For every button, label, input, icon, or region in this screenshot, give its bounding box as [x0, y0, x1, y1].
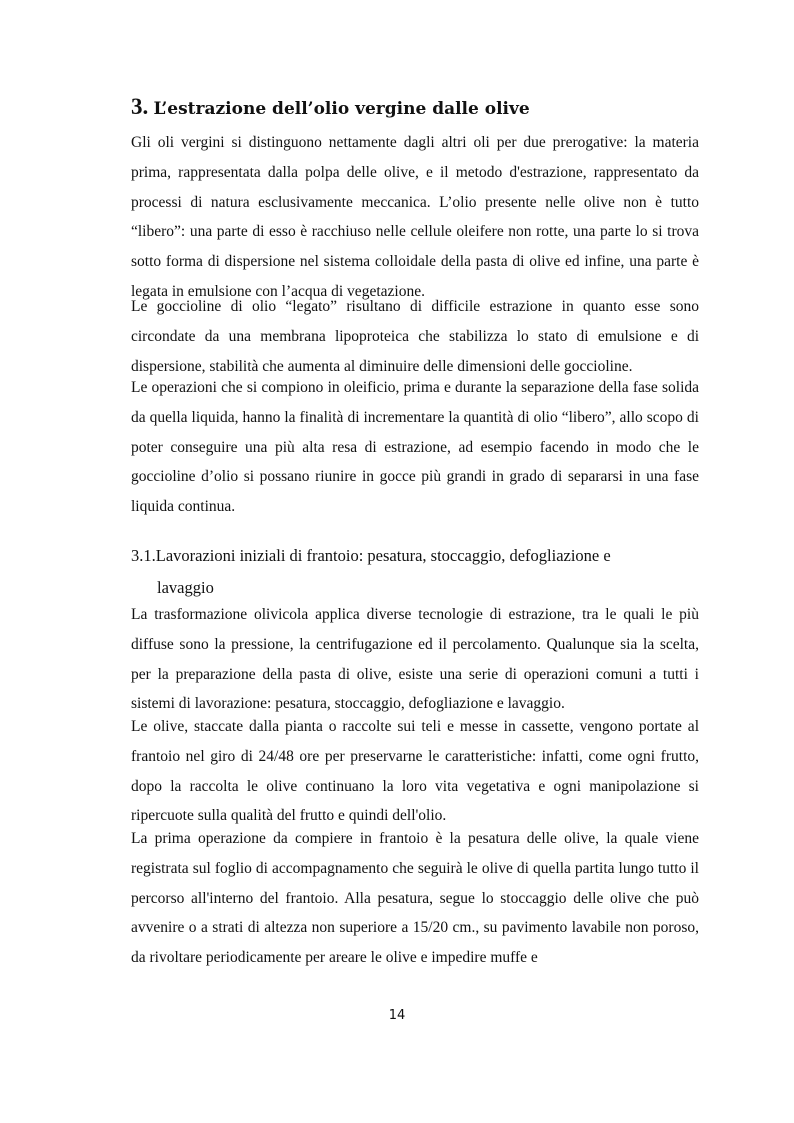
subsection-heading: [131, 540, 691, 604]
page-number: 14: [388, 1008, 406, 1023]
section-heading: [131, 92, 701, 124]
paragraph-4: La trasformazione olivicola applica diverse tecnologie di estrazione, tra le quali le più diffuse sono la pressione, la centrifugazione ed il percolamento. Qualunque sia la scelta, per la preparazione della pasta di olive, esiste una serie di operazioni comuni a tutti i sistemi di lavorazione: pesatura, stoccaggio, defogliazione e lavaggio.: [131, 606, 699, 713]
paragraph-2: Le goccioline di olio “legato” risultano di difficile estrazione in quanto esse sono circondate da una membrana lipoproteica che stabilizza lo stato di emulsione e di dispersione, stabilità che aumenta al diminuire delle dimensioni delle goccioline.: [131, 298, 699, 375]
paragraph-5: Le olive, staccate dalla pianta o raccolte sui teli e messe in cassette, vengono portate al frantoio nel giro di 24/48 ore per preservarne le caratteristiche: infatti, come ogni frutto, dopo la raccolta le olive continuano la loro vita vegetativa e ogni manipolazione si ripercuote sulla qualità del frutto e quindi dell'olio.: [131, 718, 699, 825]
section-title: L’estrazione dell’olio vergine dalle olive: [153, 99, 530, 119]
subsection-heading-line1: 3.1.Lavorazioni iniziali di frantoio: pesatura, stoccaggio, defogliazione e: [131, 546, 611, 565]
paragraph-1: Gli oli vergini si distinguono nettamente dagli altri oli per due prerogative: la materia prima, rappresentata dalla polpa delle olive, e il metodo d'estrazione, rappresentato da processi di natura esclusivamente meccanica. L’olio presente nelle olive non è tutto “libero”: una parte di esso è racchiuso nelle cellule oleifere non rotte, una parte lo si trova sotto forma di dispersione nel sistema colloidale della pasta di olive ed infine, una parte è legata in emulsione con l’acqua di vegetazione.: [131, 134, 699, 300]
subsection-heading-line2: lavaggio: [157, 578, 214, 597]
section-number: 3.: [131, 94, 149, 119]
paragraph-3: Le operazioni che si compiono in oleificio, prima e durante la separazione della fase solida da quella liquida, hanno la finalità di incrementare la quantità di olio “libero”, allo scopo di poter conseguire una più alta resa di estrazione, ad esempio facendo in modo che le goccioline d’olio si possano riunire in gocce più grandi in grado di separarsi in una fase liquida continua.: [131, 379, 699, 516]
paragraph-6: La prima operazione da compiere in frantoio è la pesatura delle olive, la quale viene registrata sul foglio di accompagnamento che seguirà le olive di quella partita lungo tutto il percorso all'interno del frantoio. Alla pesatura, segue lo stoccaggio delle olive che può avvenire o a strati di altezza non superiore a 15/20 cm., su pavimento lavabile non poroso, da rivoltare periodicamente per areare le olive e impedire muffe e: [131, 830, 699, 967]
